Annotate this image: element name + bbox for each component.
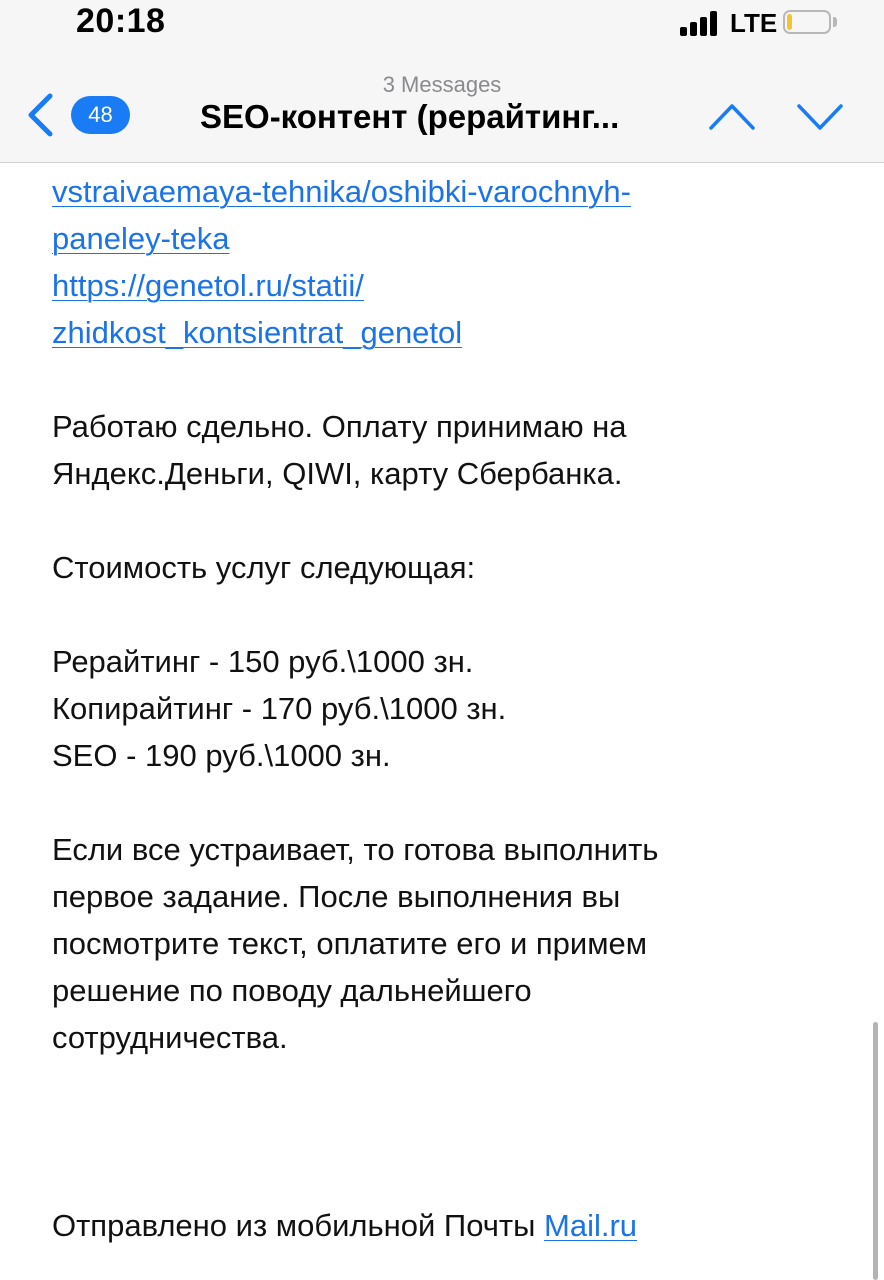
status-time: 20:18: [76, 2, 166, 40]
price-line: SEO - 190 руб.\1000 зн.: [52, 738, 391, 773]
article-link-1[interactable]: vstraivaemaya-tehnika/oshibki-varochnyh-: [52, 174, 631, 209]
mailru-link[interactable]: Mail.ru: [544, 1208, 638, 1243]
chevron-up-icon: [706, 96, 758, 136]
back-button[interactable]: [22, 90, 62, 140]
price-line: Рерайтинг - 150 руб.\1000 зн.: [52, 644, 474, 679]
signature-text: Отправлено из мобильной Почты: [52, 1208, 545, 1243]
payment-text: Работаю сдельно. Оплату принимаю на: [52, 409, 627, 444]
closing-text: первое задание. После выполнения вы: [52, 879, 621, 914]
payment-text: Яндекс.Деньги, QIWI, карту Сбербанка.: [52, 456, 623, 491]
article-link-2-continued[interactable]: zhidkost_kontsientrat_genetol: [52, 315, 463, 350]
battery-level: [787, 14, 792, 30]
closing-text: посмотрите текст, оплатите его и примем: [52, 926, 648, 961]
battery-tip: [833, 17, 837, 27]
navigation-bar: [0, 60, 884, 163]
pricing-heading: Стоимость услуг следующая:: [52, 550, 476, 585]
next-message-button[interactable]: [794, 96, 846, 136]
unread-count-badge[interactable]: 48: [71, 96, 130, 134]
network-type: LTE: [730, 8, 778, 38]
signature: [52, 1202, 852, 1249]
cellular-signal-icon: [680, 10, 722, 36]
message-body: [52, 168, 852, 1249]
closing-text: сотрудничества.: [52, 1020, 288, 1055]
chevron-down-icon: [794, 96, 846, 136]
battery-icon: [783, 10, 831, 34]
scrollbar[interactable]: [873, 1022, 878, 1280]
thread-title: SEO-контент (рерайтинг...: [200, 98, 620, 135]
article-link-2[interactable]: https://genetol.ru/statii/: [52, 268, 364, 303]
messages-count: 3 Messages: [382, 72, 502, 97]
previous-message-button[interactable]: [706, 96, 758, 136]
price-line: Копирайтинг - 170 руб.\1000 зн.: [52, 691, 507, 726]
chevron-left-icon: [22, 90, 62, 140]
status-bar: [0, 0, 884, 60]
article-link-1-continued[interactable]: paneley-teka: [52, 221, 230, 256]
closing-text: Если все устраивает, то готова выполнить: [52, 832, 659, 867]
closing-text: решение по поводу дальнейшего: [52, 973, 532, 1008]
